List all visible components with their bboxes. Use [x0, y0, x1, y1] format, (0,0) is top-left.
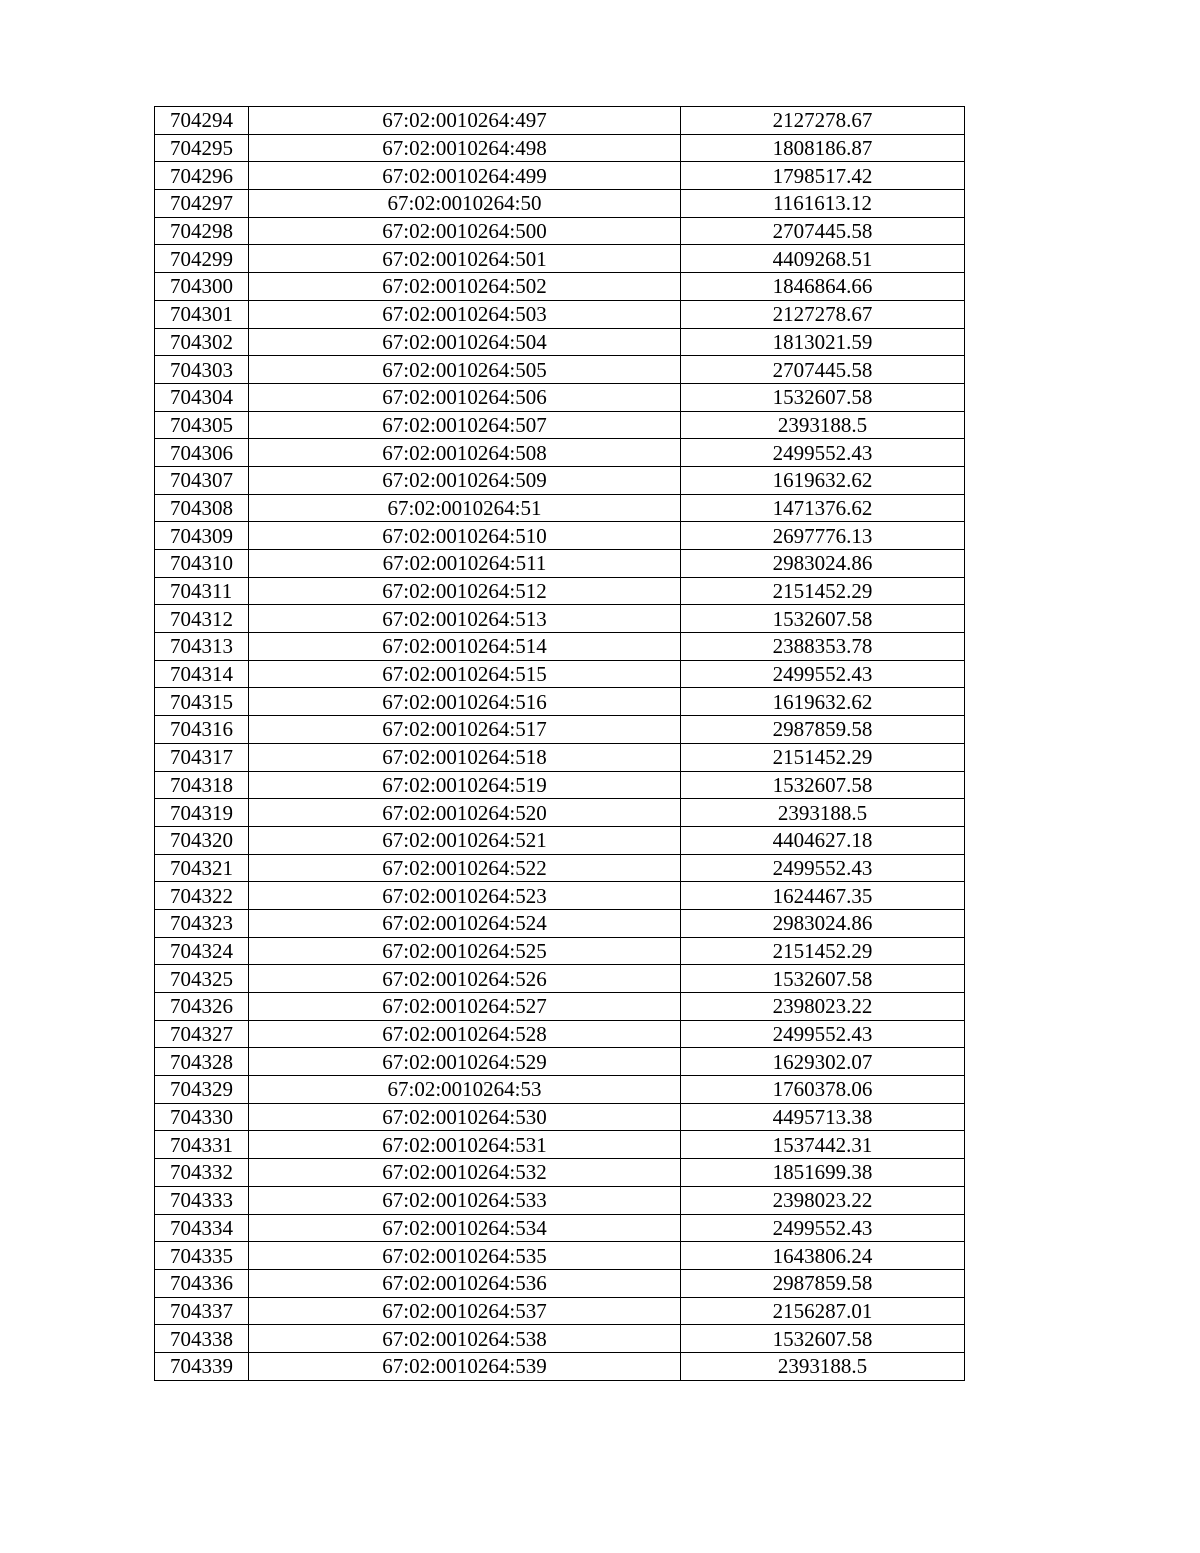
table-row [155, 1214, 965, 1242]
cadastral-value-table [154, 106, 965, 1381]
row-number-cell: 704336 [155, 1269, 249, 1297]
cadastral-value-cell: 4495713.38 [681, 1103, 965, 1131]
cadastral-value-cell: 2499552.43 [681, 1020, 965, 1048]
row-number-cell: 704315 [155, 688, 249, 716]
table-body [155, 107, 965, 1381]
cadastral-value-cell: 1629302.07 [681, 1048, 965, 1076]
cadastral-value-cell: 1619632.62 [681, 688, 965, 716]
cadastral-number-cell: 67:02:0010264:534 [249, 1214, 681, 1242]
cadastral-value-cell: 2987859.58 [681, 716, 965, 744]
cadastral-number-cell: 67:02:0010264:497 [249, 107, 681, 135]
row-number-cell: 704331 [155, 1131, 249, 1159]
cadastral-value-cell: 1760378.06 [681, 1076, 965, 1104]
row-number-cell: 704328 [155, 1048, 249, 1076]
row-number-cell: 704300 [155, 273, 249, 301]
cadastral-number-cell: 67:02:0010264:508 [249, 439, 681, 467]
row-number-cell: 704310 [155, 550, 249, 578]
cadastral-number-cell: 67:02:0010264:504 [249, 328, 681, 356]
cadastral-number-cell: 67:02:0010264:509 [249, 466, 681, 494]
cadastral-number-cell: 67:02:0010264:533 [249, 1186, 681, 1214]
cadastral-value-cell: 2707445.58 [681, 356, 965, 384]
table-row [155, 134, 965, 162]
cadastral-number-cell: 67:02:0010264:498 [249, 134, 681, 162]
table-row [155, 1186, 965, 1214]
cadastral-number-cell: 67:02:0010264:527 [249, 993, 681, 1021]
row-number-cell: 704339 [155, 1352, 249, 1380]
cadastral-number-cell: 67:02:0010264:519 [249, 771, 681, 799]
table-row [155, 1103, 965, 1131]
row-number-cell: 704306 [155, 439, 249, 467]
cadastral-value-cell: 2499552.43 [681, 660, 965, 688]
row-number-cell: 704297 [155, 190, 249, 218]
row-number-cell: 704327 [155, 1020, 249, 1048]
cadastral-value-cell: 2398023.22 [681, 1186, 965, 1214]
cadastral-value-cell: 2398023.22 [681, 993, 965, 1021]
table-row [155, 937, 965, 965]
row-number-cell: 704295 [155, 134, 249, 162]
cadastral-number-cell: 67:02:0010264:520 [249, 799, 681, 827]
row-number-cell: 704317 [155, 743, 249, 771]
table-row [155, 300, 965, 328]
cadastral-value-cell: 1532607.58 [681, 771, 965, 799]
table-row [155, 1269, 965, 1297]
table-row [155, 688, 965, 716]
cadastral-value-cell: 1624467.35 [681, 882, 965, 910]
table-row [155, 1325, 965, 1353]
cadastral-number-cell: 67:02:0010264:539 [249, 1352, 681, 1380]
table-row [155, 577, 965, 605]
cadastral-value-cell: 1813021.59 [681, 328, 965, 356]
cadastral-number-cell: 67:02:0010264:502 [249, 273, 681, 301]
row-number-cell: 704294 [155, 107, 249, 135]
cadastral-number-cell: 67:02:0010264:531 [249, 1131, 681, 1159]
cadastral-value-cell: 2151452.29 [681, 577, 965, 605]
cadastral-number-cell: 67:02:0010264:523 [249, 882, 681, 910]
row-number-cell: 704332 [155, 1159, 249, 1187]
cadastral-value-cell: 1643806.24 [681, 1242, 965, 1270]
row-number-cell: 704298 [155, 217, 249, 245]
table-row [155, 633, 965, 661]
cadastral-number-cell: 67:02:0010264:528 [249, 1020, 681, 1048]
cadastral-number-cell: 67:02:0010264:521 [249, 826, 681, 854]
table-row [155, 716, 965, 744]
cadastral-number-cell: 67:02:0010264:515 [249, 660, 681, 688]
table-row [155, 190, 965, 218]
row-number-cell: 704326 [155, 993, 249, 1021]
row-number-cell: 704305 [155, 411, 249, 439]
cadastral-value-cell: 2499552.43 [681, 854, 965, 882]
cadastral-number-cell: 67:02:0010264:525 [249, 937, 681, 965]
cadastral-number-cell: 67:02:0010264:514 [249, 633, 681, 661]
cadastral-value-cell: 1808186.87 [681, 134, 965, 162]
row-number-cell: 704333 [155, 1186, 249, 1214]
table-row [155, 743, 965, 771]
cadastral-number-cell: 67:02:0010264:526 [249, 965, 681, 993]
cadastral-number-cell: 67:02:0010264:505 [249, 356, 681, 384]
table-row [155, 660, 965, 688]
cadastral-value-cell: 2393188.5 [681, 1352, 965, 1380]
cadastral-number-cell: 67:02:0010264:51 [249, 494, 681, 522]
table-row [155, 273, 965, 301]
cadastral-number-cell: 67:02:0010264:516 [249, 688, 681, 716]
cadastral-number-cell: 67:02:0010264:512 [249, 577, 681, 605]
cadastral-number-cell: 67:02:0010264:507 [249, 411, 681, 439]
row-number-cell: 704324 [155, 937, 249, 965]
cadastral-number-cell: 67:02:0010264:513 [249, 605, 681, 633]
table-row [155, 411, 965, 439]
row-number-cell: 704338 [155, 1325, 249, 1353]
cadastral-value-cell: 2499552.43 [681, 439, 965, 467]
row-number-cell: 704307 [155, 466, 249, 494]
table-row [155, 1131, 965, 1159]
table-row [155, 1352, 965, 1380]
table-row [155, 328, 965, 356]
row-number-cell: 704313 [155, 633, 249, 661]
row-number-cell: 704319 [155, 799, 249, 827]
cadastral-value-cell: 2388353.78 [681, 633, 965, 661]
row-number-cell: 704316 [155, 716, 249, 744]
cadastral-number-cell: 67:02:0010264:536 [249, 1269, 681, 1297]
cadastral-value-cell: 1537442.31 [681, 1131, 965, 1159]
row-number-cell: 704302 [155, 328, 249, 356]
cadastral-number-cell: 67:02:0010264:529 [249, 1048, 681, 1076]
row-number-cell: 704308 [155, 494, 249, 522]
row-number-cell: 704318 [155, 771, 249, 799]
row-number-cell: 704296 [155, 162, 249, 190]
cadastral-value-cell: 2983024.86 [681, 550, 965, 578]
cadastral-value-cell: 2151452.29 [681, 743, 965, 771]
cadastral-number-cell: 67:02:0010264:538 [249, 1325, 681, 1353]
cadastral-value-cell: 1471376.62 [681, 494, 965, 522]
row-number-cell: 704323 [155, 909, 249, 937]
cadastral-value-cell: 1619632.62 [681, 466, 965, 494]
cadastral-value-cell: 1532607.58 [681, 383, 965, 411]
cadastral-value-cell: 2127278.67 [681, 107, 965, 135]
cadastral-number-cell: 67:02:0010264:522 [249, 854, 681, 882]
cadastral-number-cell: 67:02:0010264:499 [249, 162, 681, 190]
cadastral-number-cell: 67:02:0010264:511 [249, 550, 681, 578]
cadastral-number-cell: 67:02:0010264:510 [249, 522, 681, 550]
row-number-cell: 704321 [155, 854, 249, 882]
cadastral-number-cell: 67:02:0010264:53 [249, 1076, 681, 1104]
row-number-cell: 704320 [155, 826, 249, 854]
cadastral-number-cell: 67:02:0010264:501 [249, 245, 681, 273]
row-number-cell: 704312 [155, 605, 249, 633]
row-number-cell: 704301 [155, 300, 249, 328]
cadastral-value-cell: 1846864.66 [681, 273, 965, 301]
cadastral-number-cell: 67:02:0010264:517 [249, 716, 681, 744]
cadastral-number-cell: 67:02:0010264:535 [249, 1242, 681, 1270]
cadastral-number-cell: 67:02:0010264:506 [249, 383, 681, 411]
table-row [155, 799, 965, 827]
row-number-cell: 704304 [155, 383, 249, 411]
cadastral-number-cell: 67:02:0010264:503 [249, 300, 681, 328]
row-number-cell: 704335 [155, 1242, 249, 1270]
table-row [155, 882, 965, 910]
cadastral-number-cell: 67:02:0010264:530 [249, 1103, 681, 1131]
table-row [155, 1297, 965, 1325]
cadastral-value-cell: 2697776.13 [681, 522, 965, 550]
row-number-cell: 704309 [155, 522, 249, 550]
row-number-cell: 704325 [155, 965, 249, 993]
cadastral-value-cell: 1161613.12 [681, 190, 965, 218]
cadastral-value-cell: 2707445.58 [681, 217, 965, 245]
table-row [155, 494, 965, 522]
row-number-cell: 704334 [155, 1214, 249, 1242]
cadastral-value-cell: 4409268.51 [681, 245, 965, 273]
row-number-cell: 704330 [155, 1103, 249, 1131]
cadastral-value-cell: 2499552.43 [681, 1214, 965, 1242]
cadastral-value-cell: 2393188.5 [681, 799, 965, 827]
cadastral-value-cell: 1532607.58 [681, 605, 965, 633]
cadastral-number-cell: 67:02:0010264:537 [249, 1297, 681, 1325]
table-row [155, 550, 965, 578]
cadastral-value-cell: 4404627.18 [681, 826, 965, 854]
table-row [155, 1048, 965, 1076]
row-number-cell: 704322 [155, 882, 249, 910]
row-number-cell: 704337 [155, 1297, 249, 1325]
table-row [155, 356, 965, 384]
table-row [155, 826, 965, 854]
table-row [155, 162, 965, 190]
cadastral-value-cell: 2151452.29 [681, 937, 965, 965]
table-row [155, 854, 965, 882]
table-row [155, 1159, 965, 1187]
row-number-cell: 704311 [155, 577, 249, 605]
table-row [155, 107, 965, 135]
table-row [155, 771, 965, 799]
cadastral-value-cell: 2393188.5 [681, 411, 965, 439]
table-row [155, 466, 965, 494]
row-number-cell: 704303 [155, 356, 249, 384]
cadastral-number-cell: 67:02:0010264:532 [249, 1159, 681, 1187]
table-row [155, 383, 965, 411]
table-row [155, 993, 965, 1021]
cadastral-value-cell: 1798517.42 [681, 162, 965, 190]
cadastral-number-cell: 67:02:0010264:50 [249, 190, 681, 218]
cadastral-value-cell: 1532607.58 [681, 1325, 965, 1353]
table-row [155, 1076, 965, 1104]
table-row [155, 965, 965, 993]
table-row [155, 605, 965, 633]
cadastral-value-cell: 2987859.58 [681, 1269, 965, 1297]
cadastral-value-cell: 2127278.67 [681, 300, 965, 328]
cadastral-number-cell: 67:02:0010264:518 [249, 743, 681, 771]
table-row [155, 522, 965, 550]
row-number-cell: 704329 [155, 1076, 249, 1104]
cadastral-value-cell: 2156287.01 [681, 1297, 965, 1325]
table-row [155, 909, 965, 937]
row-number-cell: 704299 [155, 245, 249, 273]
table-row [155, 217, 965, 245]
cadastral-number-cell: 67:02:0010264:524 [249, 909, 681, 937]
cadastral-value-cell: 2983024.86 [681, 909, 965, 937]
table-row [155, 1020, 965, 1048]
row-number-cell: 704314 [155, 660, 249, 688]
cadastral-number-cell: 67:02:0010264:500 [249, 217, 681, 245]
table-row [155, 245, 965, 273]
cadastral-value-cell: 1851699.38 [681, 1159, 965, 1187]
table-row [155, 1242, 965, 1270]
cadastral-value-cell: 1532607.58 [681, 965, 965, 993]
table-row [155, 439, 965, 467]
